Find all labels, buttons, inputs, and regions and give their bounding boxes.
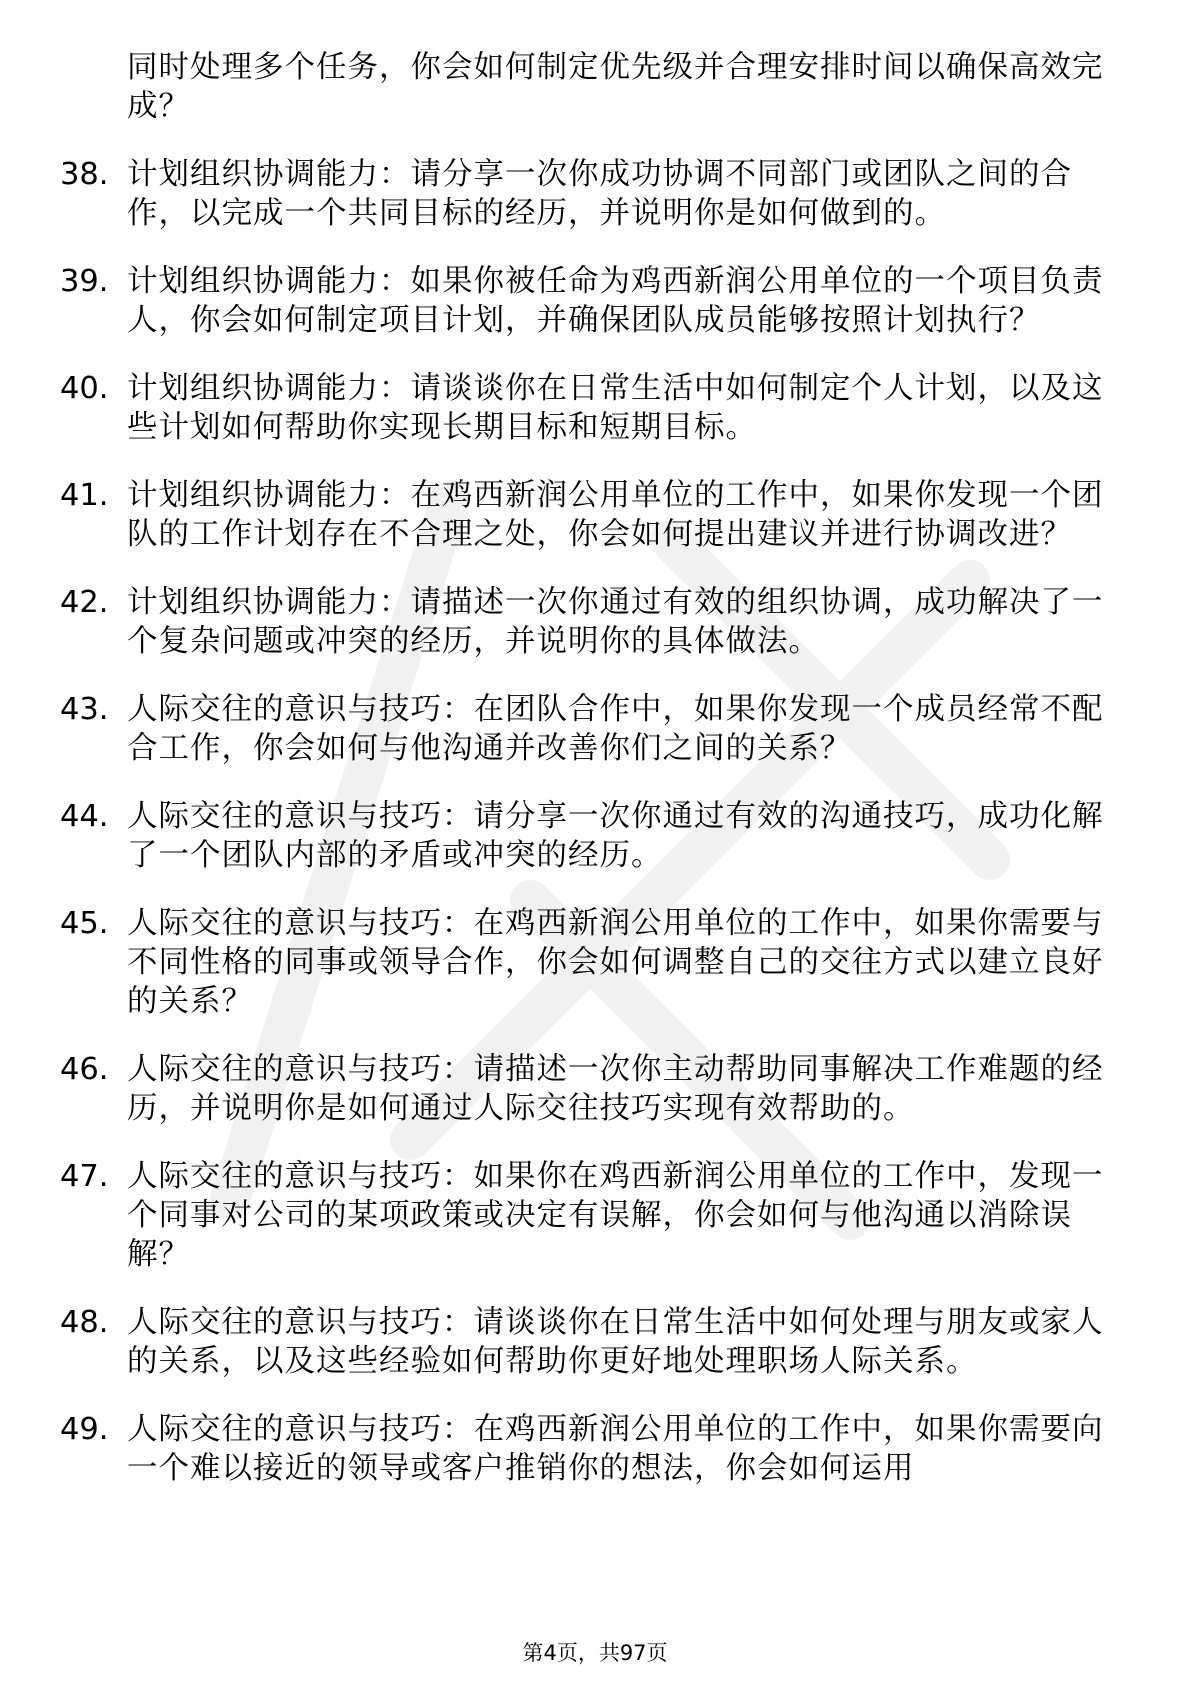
list-item <box>60 476 1120 554</box>
list-item <box>60 1050 1120 1128</box>
item-number: 47. <box>60 1159 109 1194</box>
item-text: 人际交往的意识与技巧：请分享一次你通过有效的沟通技巧，成功化解了一个团队内部的矛盾或冲突的经历。 <box>127 799 1104 873</box>
item-text: 计划组织协调能力：如果你被任命为鸡西新润公用单位的一个项目负责人，你会如何制定项目计划，并确保团队成员能够按照计划执行？ <box>127 264 1104 338</box>
item-number: 45. <box>60 906 109 941</box>
item-number: 46. <box>60 1052 109 1087</box>
item-text: 人际交往的意识与技巧：在鸡西新润公用单位的工作中，如果你需要与不同性格的同事或领导合作，你会如何调整自己的交往方式以建立良好的关系？ <box>127 906 1104 1019</box>
item-number: 38. <box>60 157 109 192</box>
list-item <box>60 1303 1120 1381</box>
question-list <box>60 48 1120 1488</box>
item-text: 人际交往的意识与技巧：在团队合作中，如果你发现一个成员经常不配合工作，你会如何与他沟通并改善你们之间的关系？ <box>127 692 1104 766</box>
item-number: 49. <box>60 1412 109 1447</box>
item-text: 人际交往的意识与技巧：请谈谈你在日常生活中如何处理与朋友或家人的关系，以及这些经验如何帮助你更好地处理职场人际关系。 <box>127 1305 1104 1379</box>
item-text: 计划组织协调能力：请谈谈你在日常生活中如何制定个人计划，以及这些计划如何帮助你实现长期目标和短期目标。 <box>127 371 1104 445</box>
item-number: 43. <box>60 692 109 727</box>
item-text: 计划组织协调能力：在鸡西新润公用单位的工作中，如果你发现一个团队的工作计划存在不合理之处，你会如何提出建议并进行协调改进？ <box>127 478 1104 552</box>
page-footer: 第4页，共97页 <box>522 1641 668 1665</box>
item-text: 人际交往的意识与技巧：请描述一次你主动帮助同事解决工作难题的经历，并说明你是如何通过人际交往技巧实现有效帮助的。 <box>127 1052 1104 1126</box>
list-item <box>60 262 1120 340</box>
item-number: 42. <box>60 585 109 620</box>
item-number: 40. <box>60 371 109 406</box>
list-item <box>60 1157 1120 1274</box>
item-number: 41. <box>60 478 109 513</box>
item-number: 48. <box>60 1305 109 1340</box>
item-text: 计划组织协调能力：请描述一次你通过有效的组织协调，成功解决了一个复杂问题或冲突的经历，并说明你的具体做法。 <box>127 585 1104 659</box>
item-text: 人际交往的意识与技巧：如果你在鸡西新润公用单位的工作中，发现一个同事对公司的某项政策或决定有误解，你会如何与他沟通以消除误解？ <box>127 1159 1104 1272</box>
continued-text: 同时处理多个任务，你会如何制定优先级并合理安排时间以确保高效完成？ <box>127 50 1104 124</box>
list-item <box>60 583 1120 661</box>
list-item <box>60 1410 1120 1488</box>
item-number: 39. <box>60 264 109 299</box>
list-item <box>60 369 1120 447</box>
item-text: 计划组织协调能力：请分享一次你成功协调不同部门或团队之间的合作，以完成一个共同目标的经历，并说明你是如何做到的。 <box>127 157 1072 231</box>
list-item <box>60 904 1120 1021</box>
item-number: 44. <box>60 799 109 834</box>
list-item <box>60 797 1120 875</box>
list-item <box>60 155 1120 233</box>
list-item <box>60 690 1120 768</box>
item-text: 人际交往的意识与技巧：在鸡西新润公用单位的工作中，如果你需要向一个难以接近的领导或客户推销你的想法，你会如何运用 <box>127 1412 1104 1486</box>
